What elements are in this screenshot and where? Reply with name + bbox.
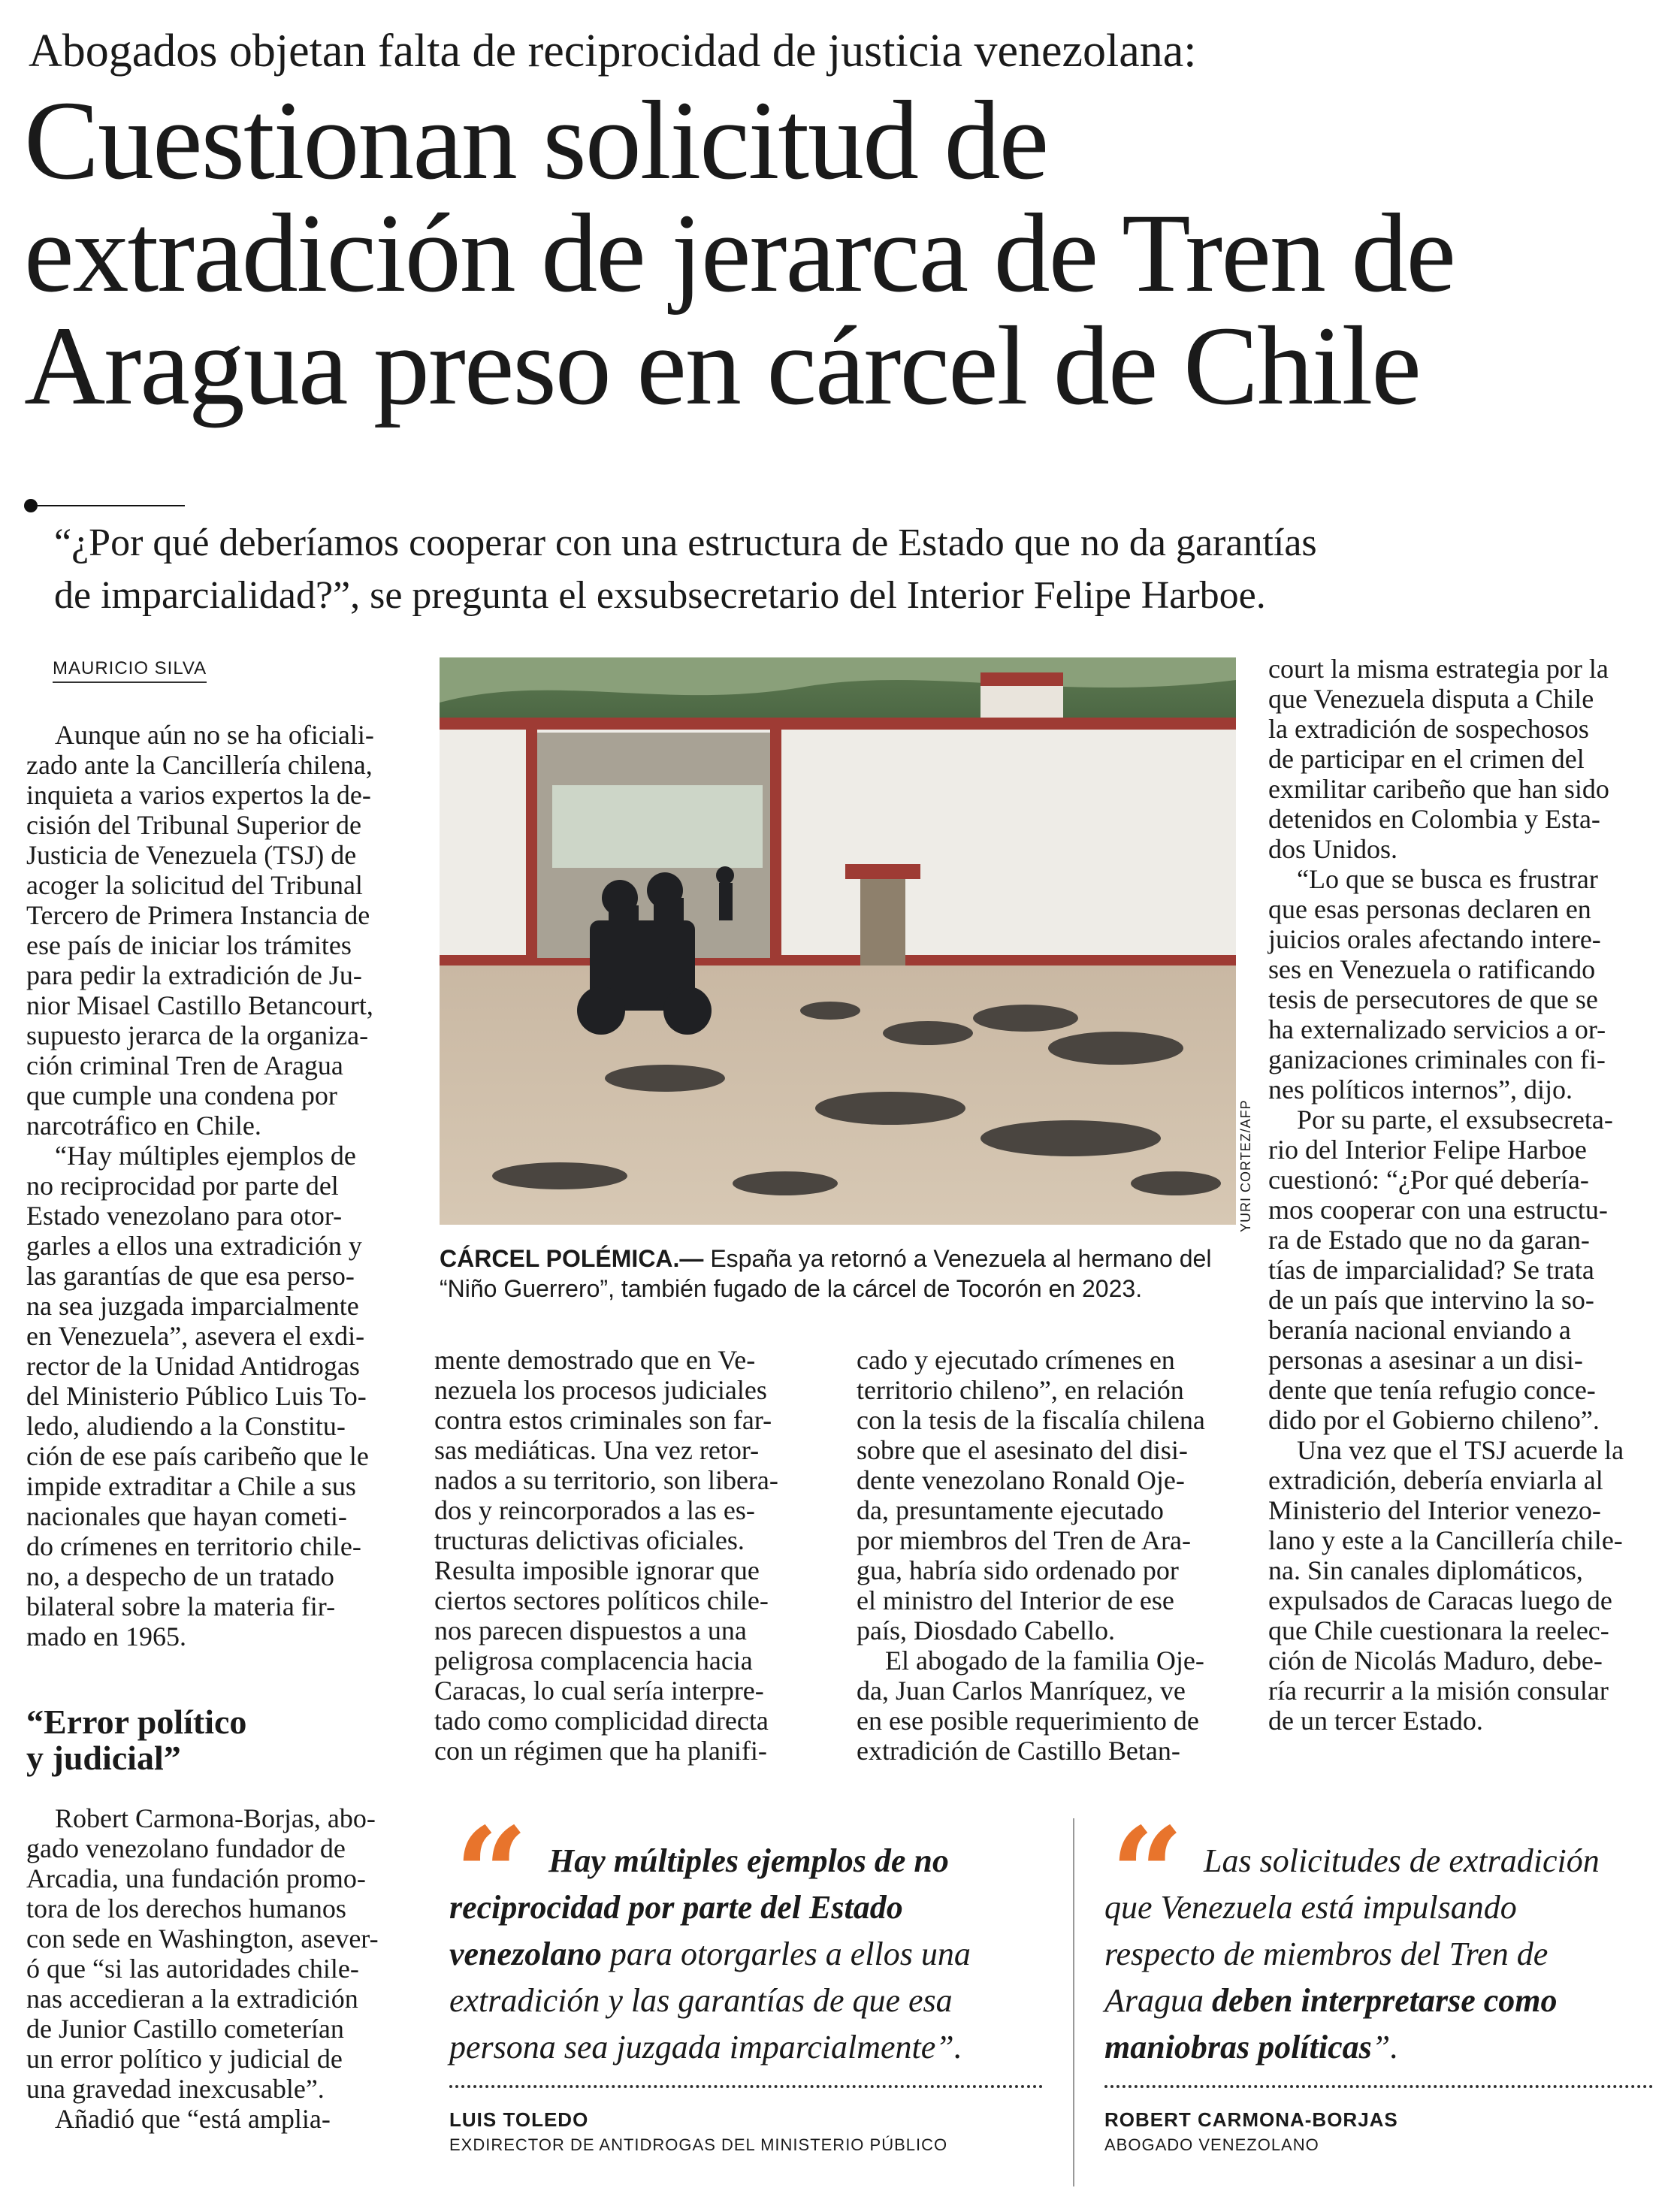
- article-line: ó que “si las autoridades chile-: [26, 1954, 359, 1984]
- article-line: na. Sin canales diplomáticos,: [1268, 1555, 1583, 1585]
- column-1b: [26, 1803, 402, 2134]
- article-line: sas mediáticas. Una vez retor-: [434, 1435, 760, 1465]
- article-line: da, presuntamente ejecutado: [857, 1495, 1164, 1525]
- article-line: Justicia de Venezuela (TSJ) de: [26, 840, 357, 870]
- article-line: cuestionó: “¿Por qué debería-: [1268, 1165, 1589, 1195]
- article-line: Robert Carmona-Borjas, abo-: [55, 1803, 376, 1833]
- article-line: Tercero de Primera Instancia de: [26, 900, 370, 930]
- article-line: bilateral sobre la materia fir-: [26, 1591, 336, 1621]
- quote-divider: [449, 2085, 1043, 2088]
- photo-caption: [440, 1244, 1236, 1304]
- article-line: court la misma estrategia por la: [1268, 654, 1609, 684]
- headline-line: Cuestionan solicitud de: [24, 78, 1048, 203]
- article-line: tructuras delictivas oficiales.: [434, 1525, 745, 1555]
- article-line: nes políticos internos”, dijo.: [1268, 1074, 1573, 1105]
- article-line: lano y este a la Cancillería chile-: [1268, 1525, 1623, 1555]
- article-line: nezuela los procesos judiciales: [434, 1375, 767, 1405]
- article-line: país, Diosdado Cabello.: [857, 1615, 1115, 1645]
- article-line: Resulta imposible ignorar que: [434, 1555, 760, 1585]
- article-line: de participar en el crimen del: [1268, 744, 1585, 774]
- subhead: [54, 517, 1662, 622]
- prison-photo: [440, 657, 1236, 1225]
- article-line: de un tercer Estado.: [1268, 1706, 1483, 1736]
- article-line: nas accedieran a la extradición: [26, 1984, 358, 2014]
- byline: MAURICIO SILVA: [53, 658, 207, 683]
- article-line: la extradición de sospechosos: [1268, 714, 1589, 744]
- article-line: dente que tenía refugio conce-: [1268, 1375, 1596, 1405]
- headline-line: extradición de jerarca de Tren de: [24, 191, 1455, 316]
- article-line: Aunque aún no se ha oficiali-: [55, 720, 374, 750]
- article-line: ciertos sectores políticos chile-: [434, 1585, 769, 1615]
- article-line: dos y reincorporados a las es-: [434, 1495, 755, 1525]
- article-line: Estado venezolano para otor-: [26, 1201, 343, 1231]
- quote-separator: [1073, 1818, 1074, 2186]
- article-line: acoger la solicitud del Tribunal: [26, 870, 363, 900]
- article-line: beranía nacional enviando a: [1268, 1315, 1571, 1345]
- article-line: exmilitar caribeño que han sido: [1268, 774, 1609, 804]
- quote-author: ROBERT CARMONA-BORJAS: [1104, 2108, 1398, 2131]
- subhead-line: “¿Por qué deberíamos cooperar con una estructura de Estado que no da garantías: [54, 521, 1317, 564]
- article-line: “Hay múltiples ejemplos de: [55, 1141, 356, 1171]
- article-line: nados a su territorio, son libera-: [434, 1465, 778, 1495]
- quote-bold: reciprocidad por parte del Estado: [449, 1889, 903, 1926]
- quote-mark-icon: “: [455, 1800, 528, 1950]
- article-line: do crímenes en territorio chile-: [26, 1531, 361, 1561]
- quote-text: extradición y las garantías de que esa: [449, 1982, 953, 2019]
- article-line: cisión del Tribunal Superior de: [26, 810, 361, 840]
- column-3: [857, 1345, 1232, 1766]
- quote-author-role: EXDIRECTOR DE ANTIDROGAS DEL MINISTERIO PÚBLICO: [449, 2135, 948, 2154]
- article-line: da, Juan Carlos Manríquez, ve: [857, 1676, 1186, 1706]
- article-line: mado en 1965.: [26, 1621, 186, 1652]
- article-line: tesis de persecutores de que se: [1268, 984, 1598, 1014]
- article-line: un error político y judicial de: [26, 2044, 343, 2074]
- article-line: inquieta a varios expertos la de-: [26, 780, 371, 810]
- quote-text: persona sea juzgada imparcialmente”.: [449, 2029, 962, 2066]
- article-line: personas a asesinar a un disi-: [1268, 1345, 1583, 1375]
- article-line: una gravedad inexcusable”.: [26, 2074, 325, 2104]
- article-line: nior Misael Castillo Betancourt,: [26, 990, 373, 1020]
- article-line: zado ante la Cancillería chilena,: [26, 750, 373, 780]
- article-line: Una vez que el TSJ acuerde la: [1297, 1435, 1624, 1465]
- caption-lead: CÁRCEL POLÉMICA.—: [440, 1245, 704, 1272]
- article-line: sobre que el asesinato del disi-: [857, 1435, 1188, 1465]
- article-line: ción criminal Tren de Aragua: [26, 1050, 343, 1080]
- article-line: no, a despecho de un tratado: [26, 1561, 334, 1591]
- article-line: ganizaciones criminales con fi-: [1268, 1044, 1606, 1074]
- article-line: ción de Nicolás Maduro, debe-: [1268, 1645, 1603, 1676]
- rule-dot: [24, 499, 38, 512]
- prison-photo-illustration: [440, 657, 1236, 1225]
- article-line: Arcadia, una fundación promo-: [26, 1863, 366, 1893]
- article-line: narcotráfico en Chile.: [26, 1111, 261, 1141]
- article-line: rio del Interior Felipe Harboe: [1268, 1135, 1587, 1165]
- article-line: ha externalizado servicios a or-: [1268, 1014, 1606, 1044]
- quote-author-role: ABOGADO VENEZOLANO: [1104, 2135, 1319, 2154]
- article-line: Añadió que “está amplia-: [55, 2104, 331, 2134]
- article-line: de un país que intervino la so-: [1268, 1285, 1594, 1315]
- article-line: cado y ejecutado crímenes en: [857, 1345, 1175, 1375]
- article-line: “Lo que se busca es frustrar: [1297, 864, 1598, 894]
- photo-credit: YURI CORTEZ/AFP: [1238, 1099, 1253, 1232]
- article-line: con un régimen que ha planifi-: [434, 1736, 767, 1766]
- subtitle: [26, 1704, 246, 1776]
- article-line: impide extraditar a Chile a sus: [26, 1471, 356, 1501]
- article-line: na sea juzgada imparcialmente: [26, 1291, 359, 1321]
- quote-text: que Venezuela está impulsando: [1104, 1889, 1517, 1926]
- article-line: detenidos en Colombia y Esta-: [1268, 804, 1600, 834]
- article-line: que Chile cuestionara la reelec-: [1268, 1615, 1609, 1645]
- article-line: con la tesis de la fiscalía chilena: [857, 1405, 1205, 1435]
- article-line: El abogado de la familia Oje-: [885, 1645, 1204, 1676]
- article-line: Ministerio del Interior venezo-: [1268, 1495, 1601, 1525]
- caption-text: “Niño Guerrero”, también fugado de la cárcel de Tocorón en 2023.: [440, 1275, 1143, 1302]
- article-line: juicios orales afectando intere-: [1268, 924, 1601, 954]
- column-4: [1268, 654, 1655, 1736]
- article-line: de Junior Castillo cometerían: [26, 2014, 344, 2044]
- article-line: tado como complicidad directa: [434, 1706, 769, 1736]
- headline-line: Aragua preso en cárcel de Chile: [24, 304, 1420, 428]
- article-line: dido por el Gobierno chileno”.: [1268, 1405, 1600, 1435]
- quote-text: ”.: [1371, 2029, 1399, 2066]
- quote-text: Aragua: [1104, 1982, 1212, 2019]
- article-line: el ministro del Interior de ese: [857, 1585, 1174, 1615]
- article-line: con sede en Washington, asever-: [26, 1923, 379, 1954]
- article-line: expulsados de Caracas luego de: [1268, 1585, 1612, 1615]
- article-line: tías de imparcialidad? Se trata: [1268, 1255, 1594, 1285]
- article-line: contra estos criminales son far-: [434, 1405, 772, 1435]
- article-line: que cumple una condena por: [26, 1080, 337, 1111]
- article-line: ría recurrir a la misión consular: [1268, 1676, 1609, 1706]
- column-2: [434, 1345, 810, 1766]
- quote-bold: venezolano: [449, 1936, 602, 1972]
- headline: [24, 78, 1662, 428]
- article-line: que esas personas declaren en: [1268, 894, 1591, 924]
- kicker: Abogados objetan falta de reciprocidad de justicia venezolana:: [29, 26, 1197, 77]
- article-line: dente venezolano Ronald Oje-: [857, 1465, 1185, 1495]
- pull-quote-1: [449, 1838, 1050, 2071]
- article-line: ra de Estado que no da garan-: [1268, 1225, 1590, 1255]
- quote-author: LUIS TOLEDO: [449, 2108, 589, 2131]
- article-line: territorio chileno”, en relación: [857, 1375, 1184, 1405]
- article-line: Caracas, lo cual sería interpre-: [434, 1676, 764, 1706]
- article-line: supuesto jerarca de la organiza-: [26, 1020, 369, 1050]
- article-line: peligrosa complacencia hacia: [434, 1645, 753, 1676]
- subtitle-line: “Error político: [26, 1703, 247, 1741]
- article-line: que Venezuela disputa a Chile: [1268, 684, 1594, 714]
- article-line: ese país de iniciar los trámites: [26, 930, 352, 960]
- quote-bold: maniobras políticas: [1104, 2029, 1372, 2066]
- quote-text: respecto de miembros del Tren de: [1104, 1936, 1549, 1972]
- quote-text: para otorgarles a ellos una: [601, 1936, 971, 1972]
- article-line: extradición de Castillo Betan-: [857, 1736, 1180, 1766]
- article-line: no reciprocidad por parte del: [26, 1171, 339, 1201]
- article-line: ción de ese país caribeño que le: [26, 1441, 369, 1471]
- article-line: mente demostrado que en Ve-: [434, 1345, 756, 1375]
- article-line: nacionales que hayan cometi-: [26, 1501, 347, 1531]
- article-line: tora de los derechos humanos: [26, 1893, 346, 1923]
- quote-divider: [1104, 2085, 1653, 2088]
- article-line: rector de la Unidad Antidrogas: [26, 1351, 360, 1381]
- article-line: por miembros del Tren de Ara-: [857, 1525, 1191, 1555]
- quote-mark-icon: “: [1110, 1800, 1184, 1950]
- quote-bold: Hay múltiples ejemplos de no: [548, 1842, 949, 1879]
- article-line: en Venezuela”, asevera el exdi-: [26, 1321, 365, 1351]
- quote-bold: deben interpretarse como: [1212, 1982, 1558, 2019]
- column-1: [26, 714, 402, 1652]
- article-line: ses en Venezuela o ratificando: [1268, 954, 1596, 984]
- article-line: ledo, aludiendo a la Constitu-: [26, 1411, 346, 1441]
- article-line: para pedir la extradición de Ju-: [26, 960, 362, 990]
- article-line: dos Unidos.: [1268, 834, 1398, 864]
- subtitle-line: y judicial”: [26, 1739, 181, 1777]
- subhead-line: de imparcialidad?”, se pregunta el exsubsecretario del Interior Felipe Harboe.: [54, 574, 1266, 617]
- article-line: extradición, debería enviarla al: [1268, 1465, 1603, 1495]
- article-line: mos cooperar con una estructu-: [1268, 1195, 1608, 1225]
- caption-text: España ya retornó a Venezuela al hermano del: [703, 1245, 1212, 1272]
- article-line: las garantías de que esa perso-: [26, 1261, 355, 1291]
- pull-quote-2: [1104, 1838, 1660, 2071]
- article-line: gua, habría sido ordenado por: [857, 1555, 1179, 1585]
- article-line: garles a ellos una extradición y: [26, 1231, 362, 1261]
- article-line: gado venezolano fundador de: [26, 1833, 346, 1863]
- article-line: nos parecen dispuestos a una: [434, 1615, 747, 1645]
- quote-text: Las solicitudes de extradición: [1204, 1842, 1600, 1879]
- article-line: en ese posible requerimiento de: [857, 1706, 1199, 1736]
- article-line: Por su parte, el exsubsecreta-: [1297, 1105, 1613, 1135]
- article-line: del Ministerio Público Luis To-: [26, 1381, 367, 1411]
- rule-line: [38, 505, 185, 506]
